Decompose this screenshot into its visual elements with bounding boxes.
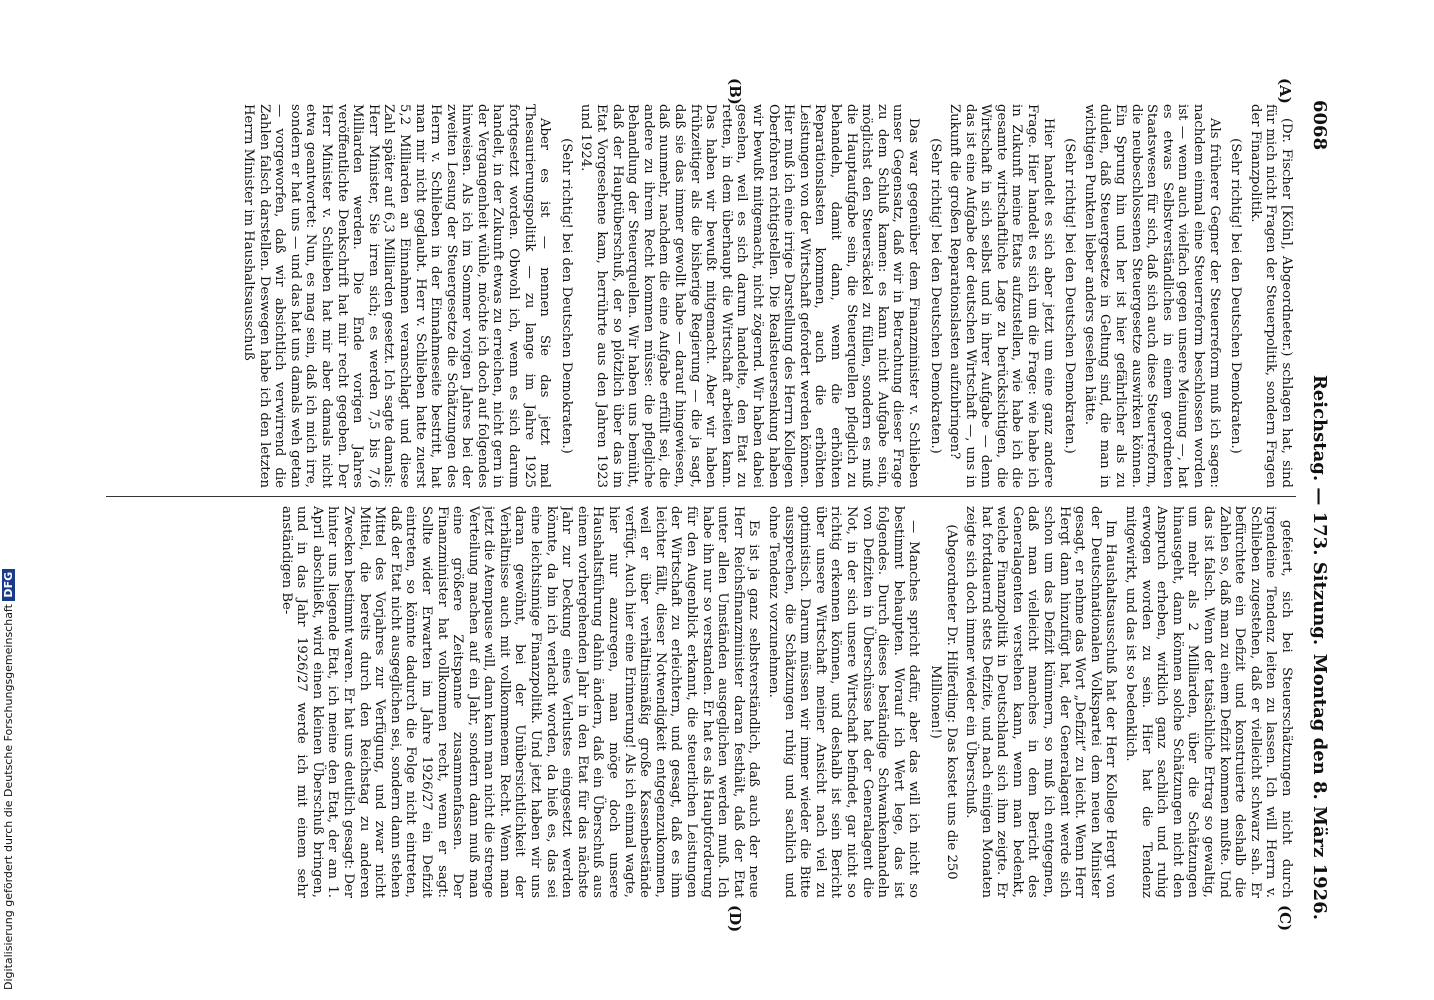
- applause-note: (Sehr richtig! bei den Deutschen Demokraten.): [1228, 138, 1244, 454]
- paragraph: Das war gegenüber dem Finanzminister v. Schlieben unser Gegensatz, daß wir in Betrachtung dieser Frage zu dem Schluß kamen: es kann nicht Aufgabe sein, möglichst den Steuersäckel zu füllen, sondern es muß die Hauptaufgabe sein, die Steuerquellen pfleglich zu behandeln, damit dann, wenn die erhöhten Reparationslasten kommen, auch die erhöhten Leistungen von der Wirtschaft gefordert werden können. Hier muß ich eine irrige Darstellung des Herrn Kollegen Oberfohren richtigstellen. Die Realsteuersenkung haben wir bewußt mitgemacht, nicht zögernd. Wir haben dabei gesehen, weil es sich darum handelte, den Etat zu retten, in dem überhaupt die Wirtschaft arbeiten kann. Das haben wir bewußt mitgemacht. Aber wir haben frühzeitiger als die bisherige Regierung — die ja sagt, daß sie das immer gewollt habe — darauf hingewiesen, daß nunmehr, nachdem die eine Aufgabe erfüllt sei, die andere zu ihrem Recht kommen müsse: die pflegliche Behandlung der Steuerquellen. Wir haben uns bemüht, daß der Hauptüberschuß, der so plötzlich über das im Etat Vorgesehene kam, herrührte aus den Jahren 1923 und 1924.: [578, 104, 921, 488]
- session-date: Montag den 8. März 1926.: [1309, 653, 1330, 920]
- paragraph: gefeiert, sich bei Steuerschätzungen nicht durch irgendeine Tendenz leiten zu lassen. Ich will Herrn v. Schlieben zugestehen, daß er vielleicht schwarz sah. Er befürchtete ein Defizit und konstruierte deshalb die Zahlen so, daß man zu einem Defizit kommen mußte. Und das ist falsch. Wenn der tatsächliche Ertrag so gewaltig, um mehr als 2 Milliarden, über die Schätzungen hinausgeht, dann können solche Schätzungen nicht den Anspruch erheben, wirklich ganz sachlich und ruhig erwogen worden zu sein. Hier hat die Tendenz mitgewirkt, und das ist so bedenklich.: [1123, 506, 1294, 898]
- credit-text: Digitalisierung gefördert durch die Deutsche Forschungsgemeinschaft: [2, 604, 15, 990]
- page-header: [1304, 100, 1330, 920]
- digitization-credit: [2, 569, 15, 990]
- paragraph: Hier handelt es sich aber jetzt um eine ganz andere Frage. Hier handelt es sich um die Frage: wie habe ich in Zukunft meine Etats aufzustellen, wie habe ich die gesamte wirtschaftliche Lage zu berücksichtigen, die Wirtschaft in sich selbst und in ihrer Aufgabe — denn das ist eine Aufgabe der deutschen Wirtschaft —, uns in Zukunft die großen Reparationslasten aufzubringen?: [947, 104, 1056, 488]
- margin-mark-d: (D): [726, 905, 744, 933]
- paragraph: Im Haushaltsausschuß hat der Herr Kollege Hergt von der Deutschnationalen Volkspartei dem neuen Minister gesagt, er nehme das Wort „Defizit“ zu leicht. Wenn Herr Hergt dann hinzufügt hat, der Generalagent werde sich schon um das Defizit kümmern, so muß ich entgegnen, daß man vielleicht manches in dem Bericht des Generalagenten verstehen kann, wenn man bedenkt, welche Finanzpolitik in Deutschland sich ihm zeigte. Er hat fortdauernd stets Defizite, und nach einigen Monaten zeigte sich doch immer wieder ein Überschuß.: [963, 506, 1119, 898]
- interjection-note: (Abgeordneter Dr. Hilferding: Das kostet uns die 250 Millionen!): [927, 524, 959, 880]
- right-column: [194, 506, 1294, 898]
- dfg-logo: DFG: [2, 569, 15, 601]
- left-column: [194, 104, 1294, 488]
- margin-mark-b: (B): [726, 78, 744, 105]
- margin-mark-c: (C): [1276, 905, 1294, 932]
- paragraph: (Dr. Fischer [Köln], Abgeordneter.) schlagen hat, sind für mich nicht Fragen der Steuerpolitik, sondern Fragen der Finanzpolitik.: [1247, 104, 1294, 488]
- applause-note: (Sehr richtig! bei den Deutschen Demokraten.): [558, 138, 574, 454]
- paragraph: Es ist ja ganz selbstverständlich, daß auch der neue Herr Reichsfinanzminister daran festhält, daß der Etat unter allen Umständen ausgeglichen werden muß. Ich habe ihn nur so verstanden. Er hat es als Hauptforderung für den Augenblick erkannt, die steuerlichen Leistungen der Wirtschaft zu erleichtern, und gesagt, daß es ihm leichter fällt, dieser Notwendigkeit entgegenzukommen, weil er über verhältnismäßig große Kassenbestände verfügt. Auch hier eine Erinnerung! Als ich einmal wagte, hier nur anzuregen, man möge doch unsere Haushaltsführung dahin ändern, daß ein Überschuß aus einem vorhergehenden Jahr in den Etat für das nächste Jahr zur Deckung eines Verlustes eingesetzt werden könnte, da bin ich verlacht worden, da hieß es, das sei eine leichtsinnige Finanzpolitik. Und jetzt haben wir uns daran gewöhnt, bei der Unübersichtlichkeit der Verhältnisse auch mit vollkommenem Recht. Wenn man jetzt die Atempause will, dann kann man nicht die strenge Verteilung machen auf ein Jahr, sondern dann muß man eine größere Zeitspanne zusammenfassen. Der Finanzminister hat vollkommen recht, wenn er sagt: Sollte wider Erwarten im Jahre 1926/27 ein Defizit eintreten, so könnte dadurch die Folge nicht eintreten, daß der Etat nicht ausgeglichen sei, sondern dann stehen Mittel des Vorjahres zur Verfügung, und zwar nicht Mittel, die bereits durch den Reichstag zu anderen Zwecken bestimmt waren. Er hat uns deutlich gesagt: Der hinter uns liegende Etat, ich meine den Etat, der am 1. April abschließt, wird einen kleinen Überschuß bringen, und in das Jahr 1926/27 werde ich mit einem sehr anständigen Be-: [278, 506, 762, 898]
- page-number: 6068: [1309, 100, 1330, 151]
- applause-note: (Sehr richtig! bei den Deutschen Demokraten.): [927, 138, 943, 454]
- applause-note: (Sehr richtig! bei den Deutschen Demokraten.): [1062, 138, 1078, 454]
- paragraph: Aber es ist — nennen Sie das jetzt mal Thesaurierungspolitik — zu lange im Jahre 1925 fortgesetzt worden. Obwohl ich, wenn es sich darum handelt, in der Zukunft etwas zu erreichen, nicht gern in der Vergangenheit wühle, möchte ich doch auf folgendes hinweisen. Als ich im Sommer vorigen Jahres bei der zweiten Lesung der Steuergesetze die Schätzungen des Herrn v. Schlieben in der Einnahmeseite bestritt, hat man mir nicht geglaubt. Herr v. Schlieben hatte zuerst 5,2 Milliarden an Einnahmen veranschlagt und diese Zahl später auf 6,3 Milliarden gesetzt. Ich sagte damals: Herr Minister, Sie irren sich; es werden 7,5 bis 7,6 Milliarden werden. Die Ende vorigen Jahres veröffentlichte Denkschrift hat mir recht gegeben. Der Herr Minister v. Schlieben hat mir aber damals nicht etwa geantwortet: Nun, es mag sein, daß ich mich irre, sondern er hat uns — und das hat uns damals weh getan — vorgeworfen, daß wir absichtlich verwirrend die Zahlen falsch darstellen. Deswegen habe ich den letzten Herrn Minister im Haushaltsausschuß: [241, 104, 553, 488]
- column-divider: [106, 496, 1296, 497]
- paragraph: — Manches spricht dafür, aber das will ich nicht so bestimmt behaupten. Worauf ich Wert lege, das ist folgendes. Durch dieses beständige Schwankenhandeln von Defiziten in Überschüsse hat der Generalagent die Not, in der sich unsere Wirtschaft befindet, gar nicht so richtig erkennen können, und deshalb ist sein Bericht über unsere Wirtschaft meiner Ansicht nach viel zu optimistisch. Darum müssen wir immer wieder die Bitte aussprechen, die Schätzungen ruhig und sachlich und ohne Tendenz vorzunehmen.: [766, 506, 922, 898]
- margin-mark-a: (A): [1276, 78, 1294, 104]
- session-title: Reichstag. — 173. Sitzung.: [1309, 374, 1330, 646]
- paragraph: Als früherer Gegner der Steuerreform muß ich sagen: nachdem einmal eine Steuerreform beschlossen worden ist — wenn auch vielfach gegen unsere Meinung —, hat es etwas Selbstverständliches in einem geordneten Staatswesen für sich, daß sich auch diese Steuerreform, die neubeschlossenen Steuergesetze auswirken können. Ein Sprung hin und her ist hier gefährlicher als zu dulden, daß Steuergesetze in Geltung sind, die man in wichtigen Punkten lieber anders gesehen hätte.: [1081, 104, 1222, 488]
